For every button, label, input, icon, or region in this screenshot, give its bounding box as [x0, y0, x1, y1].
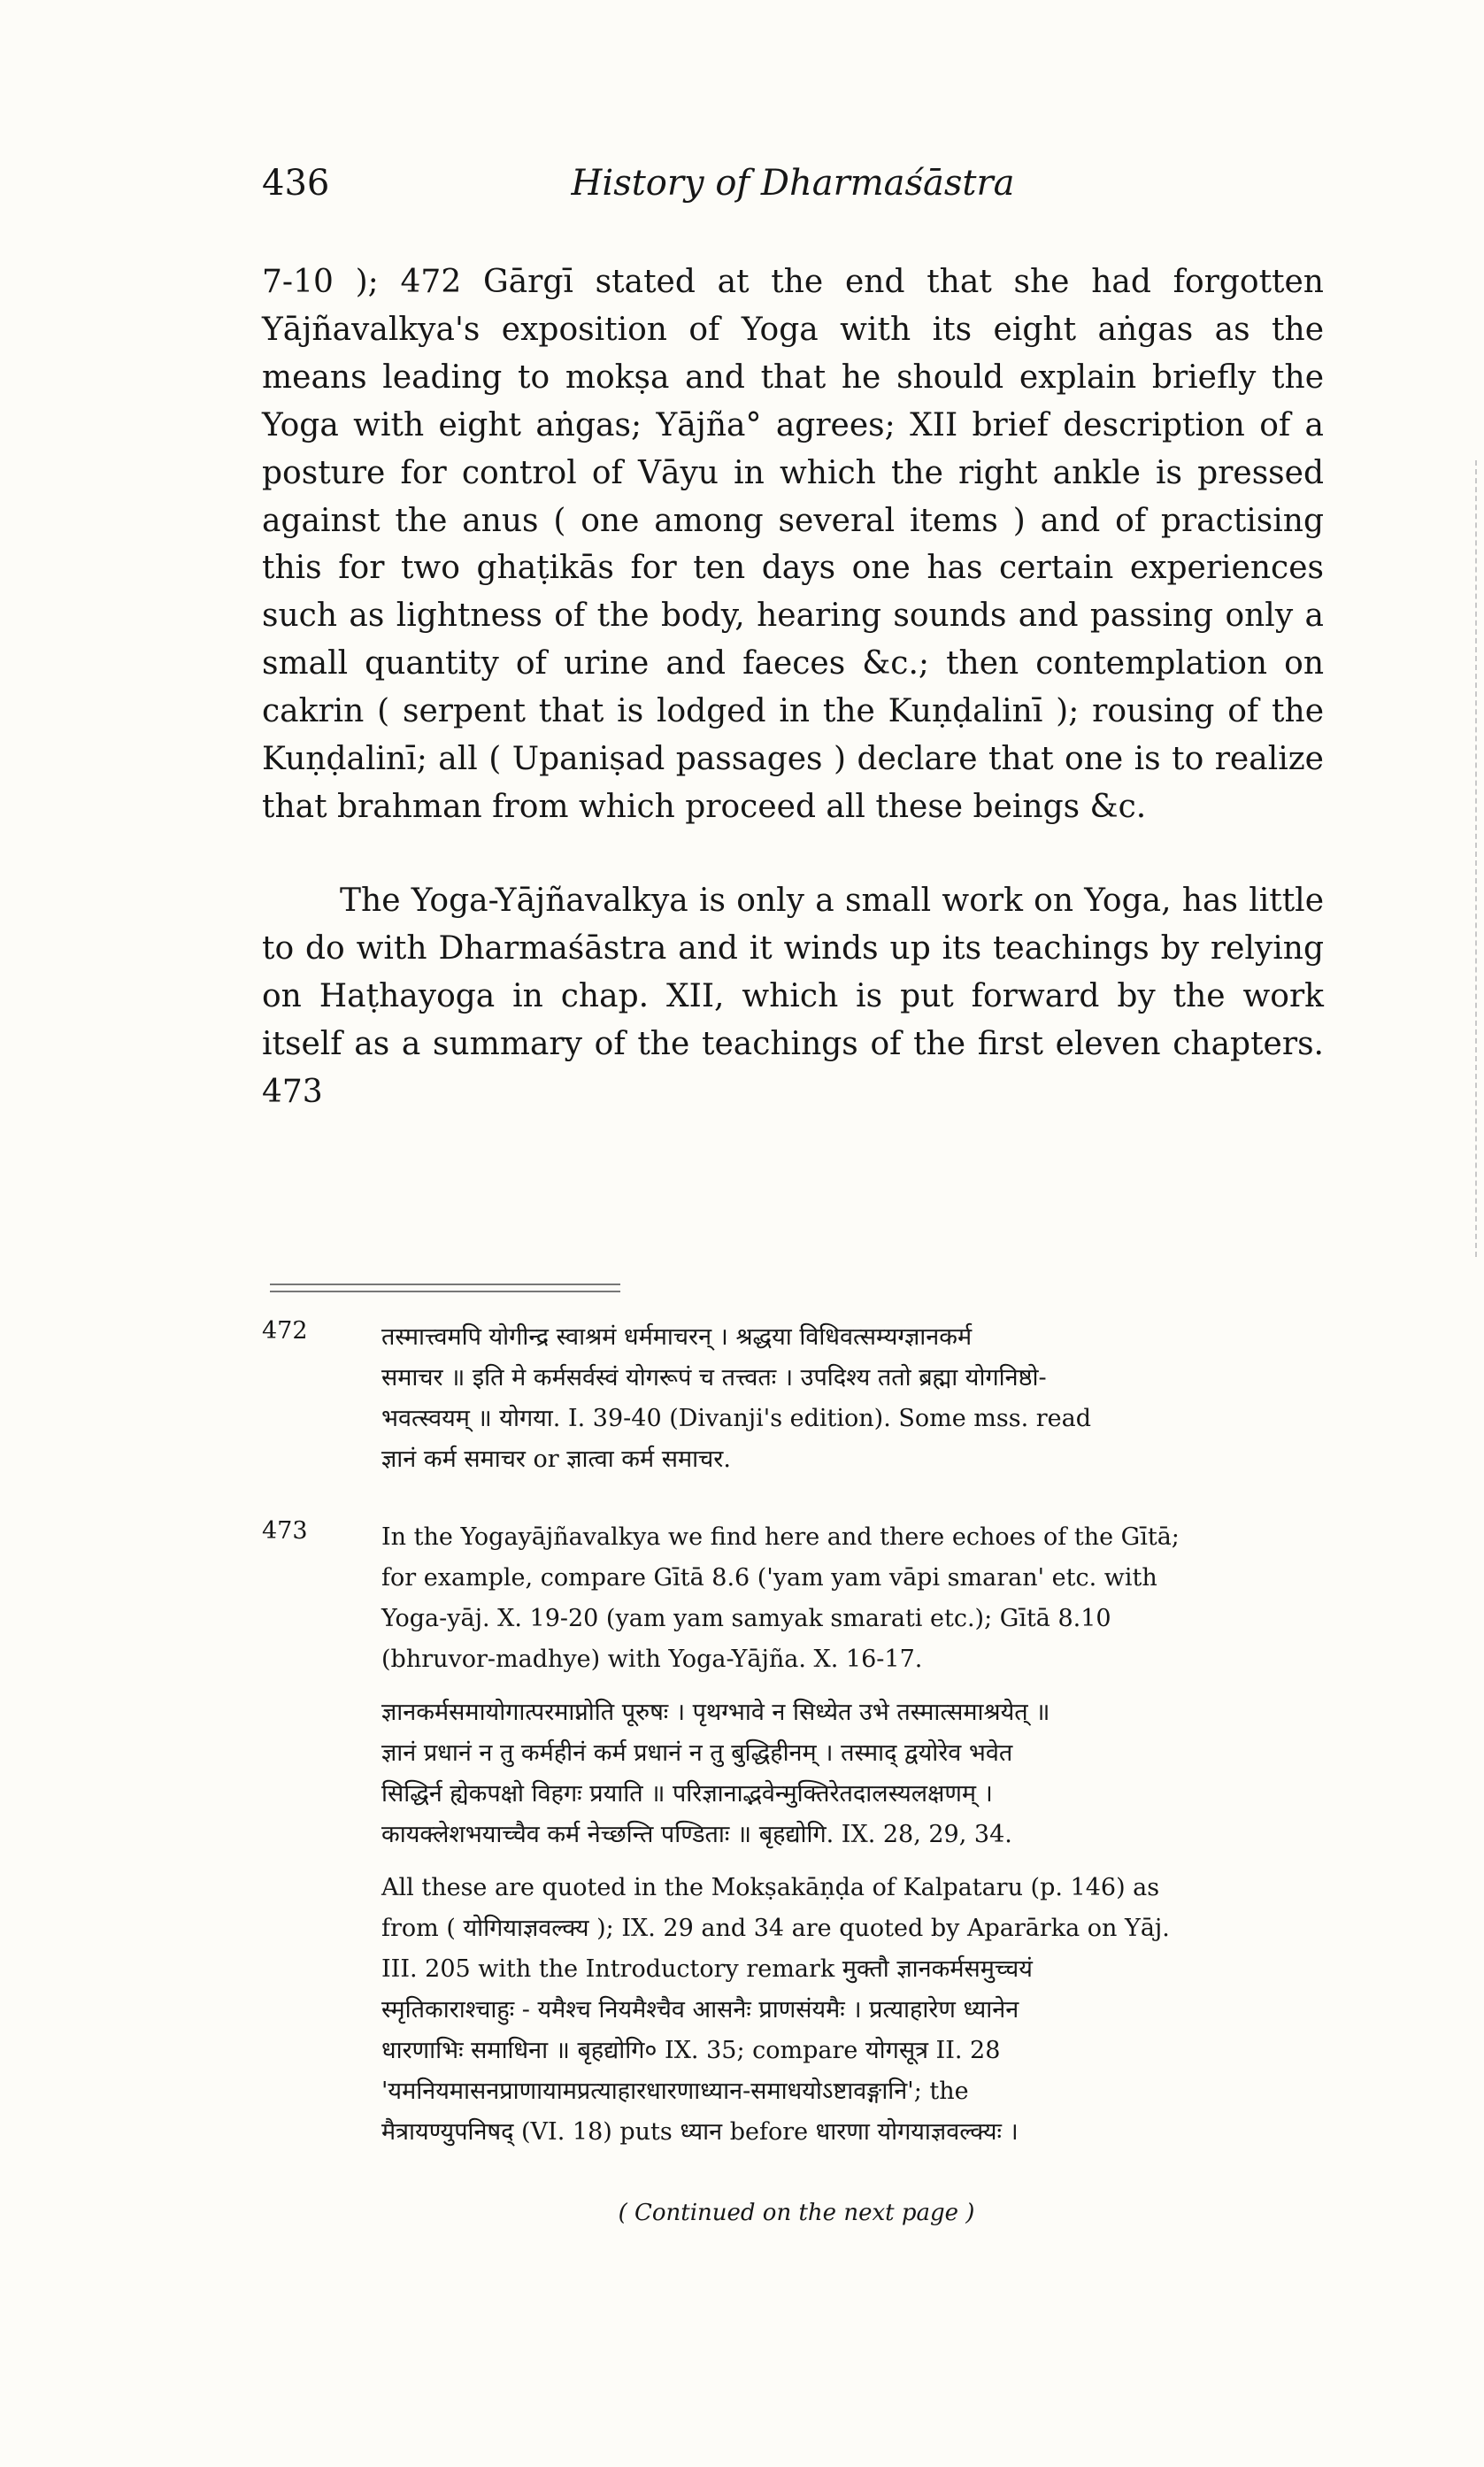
- footnote-line: तस्मात्त्वमपि योगीन्द्र स्वाश्रमं धर्ममाचरन् । श्रद्धया विधिवत्सम्यग्ज्ञानकर्म: [381, 1323, 973, 1351]
- continuation-line: 'यमनियमासनप्राणायामप्रत्याहारधारणाध्यान-समाधयोऽष्टावङ्गानि'; the: [381, 2078, 969, 2105]
- verse-line: सिद्धिर्न ह्येकपक्षो विहगः प्रयाति ॥ परिज्ञानाद्भवेन्मुक्तिरेतदालस्यलक्षणम् ।: [381, 1780, 993, 1808]
- continuation-line: स्मृतिकाराश्चाहुः - यमैश्च नियमैश्चैव आसनैः प्राणसंयमैः । प्रत्याहारेण ध्यानेन: [381, 1996, 1019, 2024]
- page-number: 436: [262, 163, 330, 204]
- footnote-line: (bhruvor-madhye) with Yoga-Yājña. X. 16-17.: [381, 1646, 923, 1673]
- footnote-line: In the Yogayājñavalkya we find here and there echoes of the Gītā;: [381, 1523, 1180, 1551]
- continuation-line: All these are quoted in the Mokṣakāṇḍa of Kalpataru (p. 146) as: [381, 1874, 1160, 1901]
- footnote-number: 472: [262, 1317, 308, 1345]
- margin-scan-mark: [1475, 460, 1479, 1257]
- continuation-line: from ( योगियाज्ञवल्क्य ); IX. 29 and 34 are quoted by Aparārka on Yāj.: [381, 1915, 1170, 1942]
- continuation-line: मैत्रायण्युपनिषद् (VI. 18) puts ध्यान before धारणा योगयाज्ञवल्क्यः ।: [381, 2118, 1019, 2146]
- footnote-line: भवत्स्वयम् ॥ योगया. I. 39-40 (Divanji's edition). Some mss. read: [381, 1405, 1092, 1432]
- footnote-line: Yoga-yāj. X. 19-20 (yam yam samyak smarati etc.); Gītā 8.10: [381, 1605, 1111, 1632]
- continuation-line: III. 205 with the Introductory remark मुक्तौ ज्ञानकर्मसमुच्चयं: [381, 1955, 1033, 1983]
- main-text: [262, 258, 1324, 1115]
- continuation-line: धारणाभिः समाधिना ॥ बृहद्योगि० IX. 35; compare योगसूत्र II. 28: [381, 2037, 1001, 2064]
- paragraph-1: 7-10 ); 472 Gārgī stated at the end that she had forgotten Yājñavalkya's exposition of Yoga with its eight aṅgas as the means leading to mokṣa and that he should explain briefly the Yoga with eight aṅgas; Yājña° agrees; XII brief description of a posture for control of Vāyu in which the right ankle is pressed against the anus ( one among several items ) and of practising this for two ghaṭikās for ten days one has certain experiences such as lightness of the body, hearing sounds and passing only a small quantity of urine and faeces &c.; then contemplation on cakrin ( serpent that is lodged in the Kuṇḍalinī ); rousing of the Kuṇḍalinī; all ( Upaniṣad passages ) declare that one is to realize that brahman from which proceed all these beings &c.: [262, 264, 1324, 825]
- footnotes: [262, 1317, 1331, 2190]
- footnote-473: [262, 1517, 1331, 2153]
- verse-line: ज्ञानं प्रधानं न तु कर्महीनं कर्म प्रधानं न तु बुद्धिहीनम् । तस्माद् द्वयोरेव भवेत: [381, 1739, 1013, 1767]
- paragraph-2: The Yoga-Yājñavalkya is only a small work on Yoga, has little to do with Dharmaśāstra and it winds up its teachings by relying on Haṭhayoga in chap. XII, which is put forward by the work itself as a summary of the teachings of the first eleven chapters. 473: [262, 882, 1324, 1110]
- footnote-line: समाचर ॥ इति मे कर्मसर्वस्वं योगरूपं च तत्त्वतः । उपदिश्य ततो ब्रह्मा योगनिष्ठो-: [381, 1364, 1047, 1392]
- running-title: History of Dharmaśāstra: [571, 163, 1015, 204]
- verse-line: ज्ञानकर्मसमायोगात्परमाप्नोति पूरुषः । पृथग्भावे न सिध्येत उभे तस्मात्समाश्रयेत् ॥: [381, 1699, 1050, 1726]
- footnote-472: [262, 1317, 1331, 1480]
- page-header: [262, 163, 1324, 216]
- footnote-divider: [270, 1284, 620, 1292]
- continued-note: ( Continued on the next page ): [618, 2200, 975, 2226]
- footnote-line: ज्ञानं कर्म समाचर or ज्ञात्वा कर्म समाचर.: [381, 1446, 731, 1473]
- footnote-line: for example, compare Gītā 8.6 ('yam yam vāpi smaran' etc. with: [381, 1564, 1157, 1592]
- footnote-number: 473: [262, 1517, 308, 1545]
- verse-line: कायक्लेशभयाच्चैव कर्म नेच्छन्ति पण्डिताः ॥ बृहद्योगि. IX. 28, 29, 34.: [381, 1821, 1012, 1848]
